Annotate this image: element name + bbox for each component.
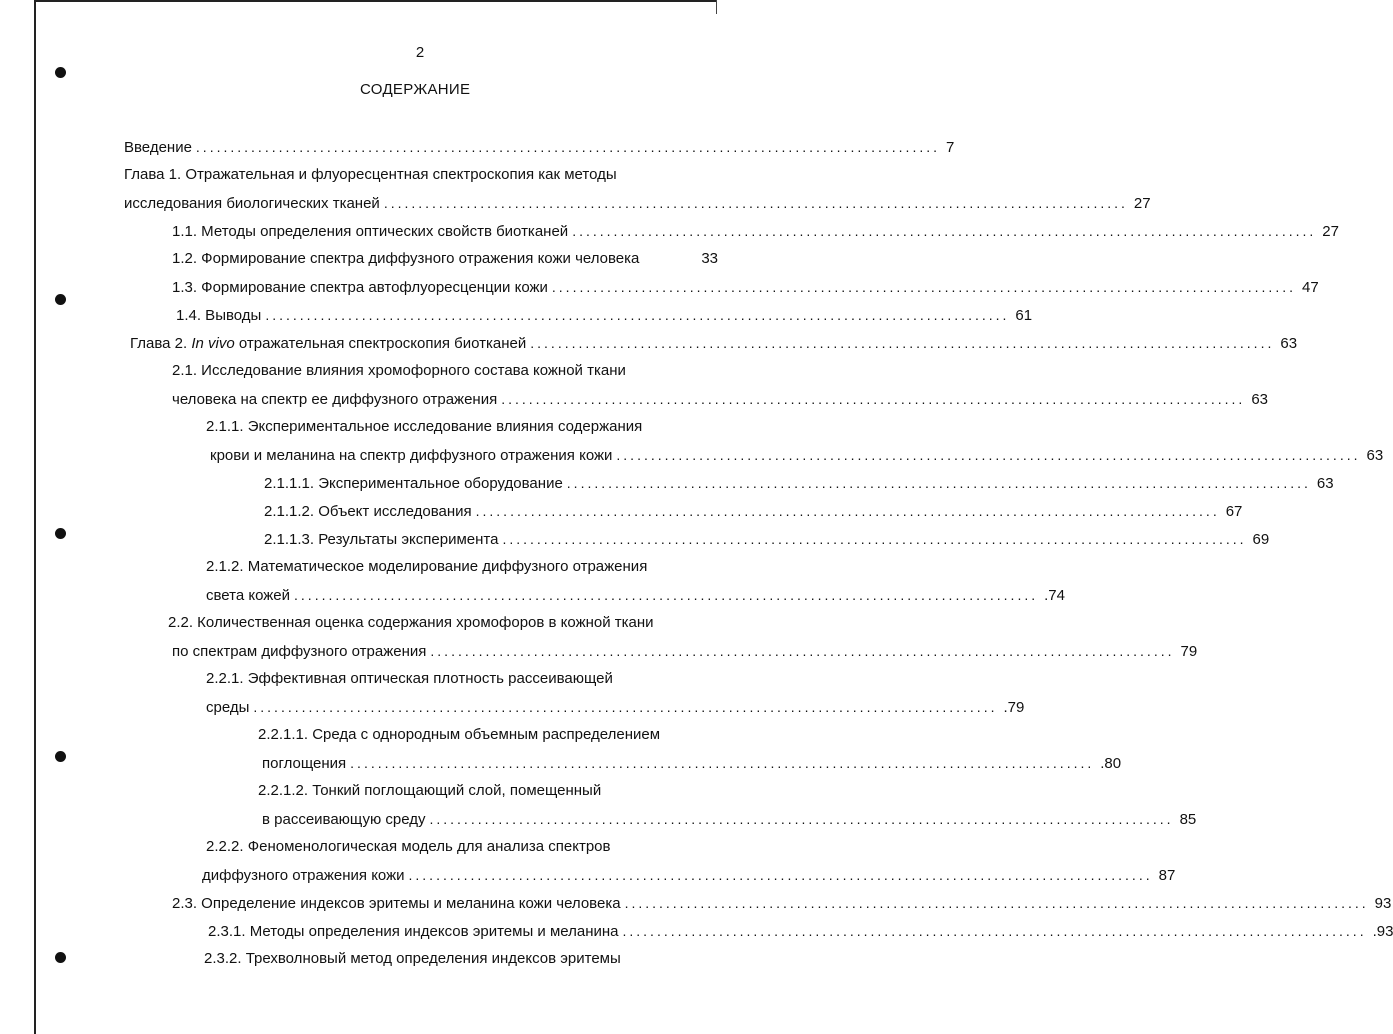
page-title: СОДЕРЖАНИЕ	[360, 81, 471, 98]
toc-entry-text: крови и меланина на спектр диффузного отражения кожи	[210, 447, 613, 464]
toc-entry-text: 2.1.1.3. Результаты эксперимента	[264, 531, 499, 548]
toc-leader-dots: ............................................................................................................	[475, 503, 1220, 519]
toc-leader-dots: ............................................................................................................	[294, 587, 1039, 603]
toc-leader-dots: ............................................................................................................	[350, 755, 1095, 771]
toc-entry-page: 63	[1316, 475, 1334, 492]
toc-leader-dots: ............................................................................................................	[551, 279, 1296, 295]
page-number: 2	[415, 44, 425, 61]
toc-entry-2-2-line1: 2.2. Количественная оценка содержания хромофоров в кожной ткани	[168, 614, 654, 631]
toc-entry-2-1	[172, 388, 1268, 410]
toc-entry-text: 1.1. Методы определения оптических свойств биотканей	[172, 223, 569, 240]
toc-leader-dots: ............................................................................................................	[430, 643, 1175, 659]
toc-entry-page: 27	[1322, 223, 1339, 240]
toc-leader-dots: ............................................................................................................	[383, 195, 1128, 211]
toc-entry-page: 7	[946, 139, 955, 156]
toc-entry-text: 1.3. Формирование спектра автофлуоресценции кожи	[172, 279, 548, 296]
toc-entry-page: .79	[1003, 699, 1025, 716]
toc-entry-text: исследования биологических тканей	[124, 195, 380, 212]
toc-chapter-1	[124, 192, 1151, 214]
toc-entry-2-1-2	[206, 584, 1065, 606]
toc-leader-dots: ............................................................................................................	[624, 895, 1369, 911]
toc-entry-2-2-1-line1: 2.2.1. Эффективная оптическая плотность рассеивающей	[206, 670, 613, 687]
toc-leader-dots: ............................................................................................................	[572, 223, 1317, 239]
toc-entry-text	[130, 333, 526, 355]
punch-hole-mark	[55, 751, 66, 762]
toc-leader-dots: ............................................................................................................	[253, 699, 998, 715]
toc-entry-2-1-1-3	[264, 528, 1270, 550]
toc-leader-dots: ............................................................................................................	[502, 531, 1247, 547]
toc-entry-page: 63	[1251, 391, 1268, 408]
toc-leader-dots: ............................................................................................................	[530, 335, 1275, 351]
toc-entry-2-2-2	[202, 864, 1176, 886]
toc-chapter-2-italic: In vivo	[191, 335, 235, 352]
toc-leader-dots: ............................................................................................................	[265, 307, 1010, 323]
toc-entry-page: 47	[1302, 279, 1319, 296]
toc-chapter-1-line1: Глава 1. Отражательная и флуоресцентная спектроскопия как методы	[124, 166, 617, 183]
toc-entry-page: 63	[1366, 447, 1384, 464]
toc-entry-page: .80	[1100, 755, 1122, 772]
toc-entry-text: среды	[206, 699, 250, 716]
toc-leader-dots: ............................................................................................................	[616, 447, 1361, 463]
toc-leader-dots: ............................................................................................................	[195, 139, 941, 155]
toc-chapter-2-rest: отражательная спектроскопия биотканей	[234, 335, 527, 352]
toc-entry-text: диффузного отражения кожи	[202, 867, 405, 884]
toc-leader-dots: ............................................................................................................	[501, 391, 1246, 407]
toc-entry-page: 67	[1225, 503, 1243, 520]
toc-entry-page: 27	[1133, 195, 1151, 212]
toc-entry-2-1-1	[210, 444, 1384, 466]
toc-entry-text: поглощения	[262, 755, 347, 772]
toc-entry-page: .93	[1372, 923, 1393, 940]
toc-entry-text: 2.3. Определение индексов эритемы и меланина кожи человека	[172, 895, 621, 912]
toc-entry-page: 69	[1252, 531, 1270, 548]
toc-entry-text: по спектрам диффузного отражения	[172, 643, 427, 660]
toc-entry-text: Введение	[124, 139, 192, 156]
toc-entry-2-2-1-2-line1: 2.2.1.2. Тонкий поглощающий слой, помещенный	[258, 782, 602, 799]
toc-entry-text: 1.2. Формирование спектра диффузного отражения кожи человека	[172, 250, 640, 267]
toc-entry-2-1-1-2	[264, 500, 1243, 522]
toc-leader-dots: ............................................................................................................	[622, 923, 1367, 939]
toc-entry-page: 61	[1015, 307, 1033, 324]
toc-entry-text: человека на спектр ее диффузного отражения	[172, 391, 498, 408]
toc-entry-2-3-2-line1: 2.3.2. Трехволновый метод определения индексов эритемы	[204, 950, 621, 967]
toc-entry-intro	[124, 136, 955, 158]
toc-entry-2-2-1-1	[262, 752, 1122, 774]
toc-entry-text: света кожей	[206, 587, 291, 604]
punch-hole-mark	[55, 528, 66, 539]
page-edge-right	[716, 0, 717, 14]
toc-entry-1-2	[172, 248, 718, 270]
toc-leader-dots: ............................................................................................................	[429, 811, 1174, 827]
toc-entry-2-1-line1: 2.1. Исследование влияния хромофорного состава кожной ткани	[172, 362, 626, 379]
toc-entry-2-2-1-2	[262, 808, 1197, 830]
toc-entry-text: в рассеивающую среду	[262, 811, 426, 828]
punch-hole-mark	[55, 294, 66, 305]
page-edge-left	[34, 0, 36, 1034]
toc-entry-1-3	[172, 276, 1319, 298]
toc-entry-page: .74	[1044, 587, 1065, 604]
toc-entry-page: 33	[701, 250, 718, 267]
toc-entry-2-2-2-line1: 2.2.2. Феноменологическая модель для анализа спектров	[206, 838, 611, 855]
toc-entry-text: 2.1.1.1. Экспериментальное оборудование	[264, 475, 563, 492]
toc-entry-1-1	[172, 220, 1339, 242]
toc-entry-2-2	[172, 640, 1198, 662]
page-edge-top	[34, 0, 716, 2]
toc-entry-text: 2.1.1.2. Объект исследования	[264, 503, 472, 520]
toc-entry-2-2-1	[206, 696, 1025, 718]
toc-entry-text: 1.4. Выводы	[176, 307, 262, 324]
punch-hole-mark	[55, 67, 66, 78]
toc-leader-dots: ............................................................................................................	[566, 475, 1311, 491]
toc-chapter-2	[130, 332, 1298, 354]
punch-hole-mark	[55, 952, 66, 963]
toc-entry-2-3	[172, 892, 1392, 914]
toc-entry-2-3-1	[208, 920, 1393, 942]
toc-entry-2-2-1-1-line1: 2.2.1.1. Среда с однородным объемным распределением	[258, 726, 661, 743]
toc-entry-1-4	[176, 304, 1033, 326]
toc-chapter-2-prefix: Глава 2.	[130, 335, 192, 352]
toc-entry-2-1-1-line1: 2.1.1. Экспериментальное исследование влияния содержания	[206, 418, 643, 435]
toc-entry-page: 79	[1180, 643, 1198, 660]
toc-entry-text: 2.3.1. Методы определения индексов эритемы и меланина	[208, 923, 619, 940]
toc-leader-dots: ............................................................................................................	[408, 867, 1153, 883]
toc-entry-page: 63	[1280, 335, 1298, 352]
toc-entry-2-1-1-1	[264, 472, 1334, 494]
toc-entry-page: 87	[1158, 867, 1176, 884]
toc-entry-page: 93	[1374, 895, 1392, 912]
toc-entry-page: 85	[1179, 811, 1197, 828]
toc-entry-2-1-2-line1: 2.1.2. Математическое моделирование диффузного отражения	[206, 558, 648, 575]
